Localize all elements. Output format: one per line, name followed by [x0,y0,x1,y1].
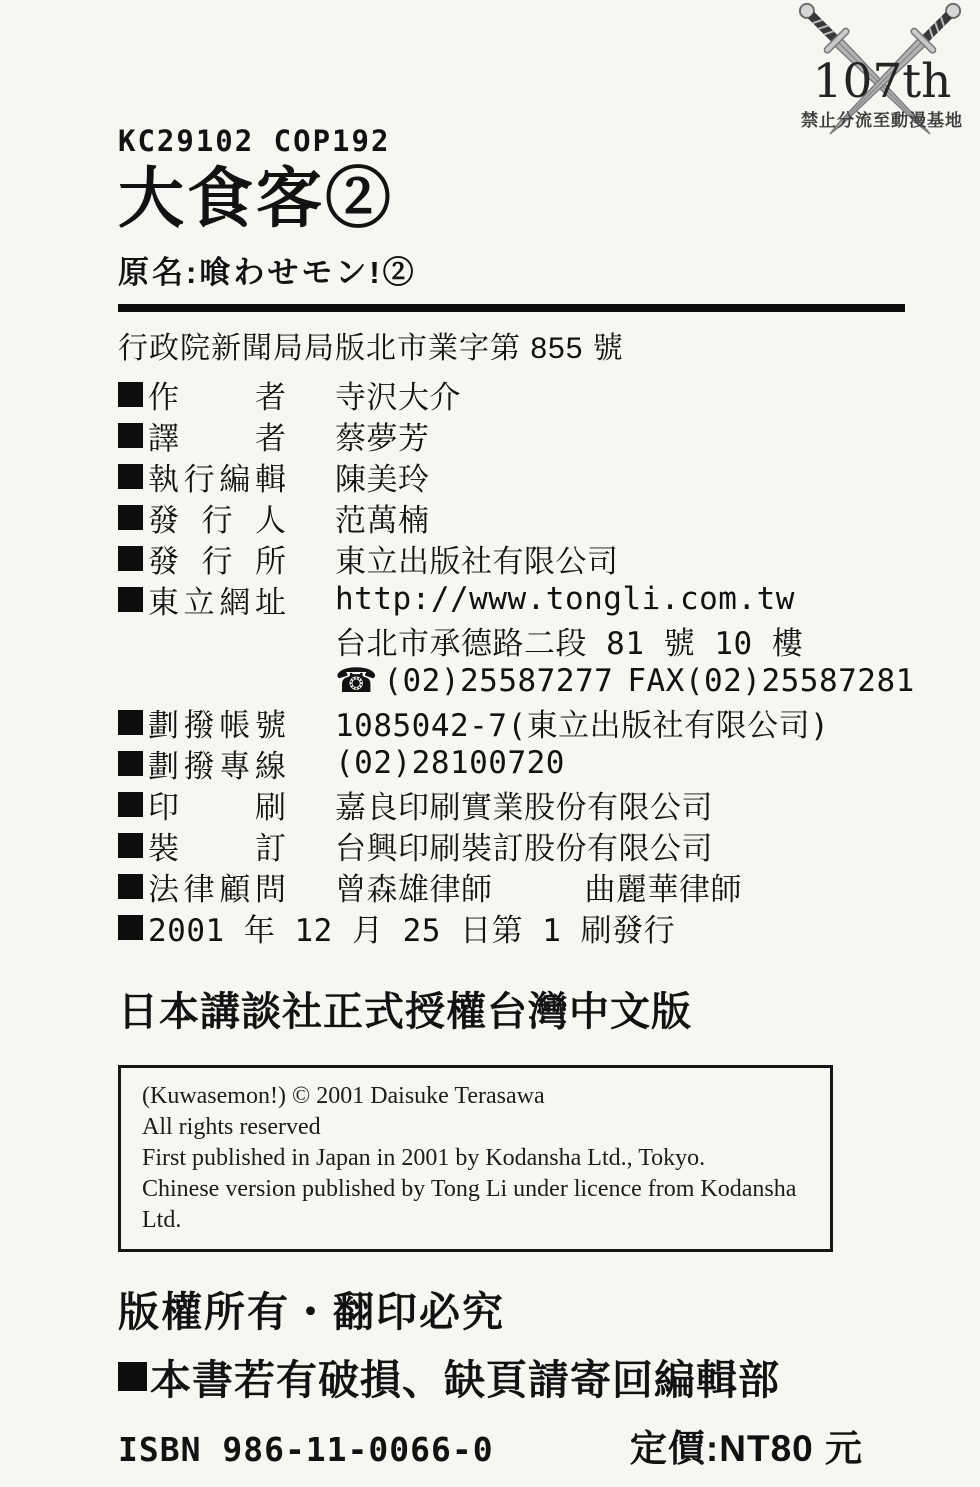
lawyer-1: 曾森雄律師 [335,871,493,908]
row-label: 劃撥專線 [148,748,286,784]
lawyer-2: 曲麗華律師 [584,871,742,908]
colophon-row-legal [118,866,910,907]
price-label: 定價:NT80 元 [629,1427,863,1469]
registration-line: 行政院新聞局局版北市業字第 855 號 [118,331,624,365]
book-code: KC29102 COP192 [118,124,391,158]
row-label: 執行編輯 [148,461,286,497]
colophon-row-editor [118,456,910,497]
colophon-row-postal-account [118,702,910,743]
row-value: (02)28100720 [335,745,565,782]
colophon-row-website [118,579,910,620]
fax-number: FAX(02)25587281 [627,663,915,700]
bullet-square-icon [118,792,143,817]
book-title: 大食客② [118,161,394,235]
bullet-square-icon [118,751,143,776]
bullet-square-icon [118,505,143,530]
copyright-line: Chinese version published by Tong Li under licence from Kodansha Ltd. [142,1175,797,1233]
row-value: 台北市承德路二段 81 號 10 樓 [335,625,804,662]
license-heading: 日本講談社正式授權台灣中文版 [118,989,692,1034]
colophon-row-address [118,620,910,661]
row-label: 作者 [148,379,286,415]
damage-notice: 本書若有破損、缺頁請寄回編輯部 [150,1356,780,1403]
colophon-row-publisher [118,538,910,579]
bullet-square-icon [118,915,143,940]
colophon-row-phone [118,661,915,702]
watermark-caption: 禁止分流至動漫基地 [801,111,963,130]
print-date: 2001 年 12 月 25 日第 1 刷發行 [148,912,676,949]
isbn-price-row [118,1418,863,1472]
row-label: 裝訂 [148,830,286,866]
bullet-square-icon [118,587,143,612]
row-value: 范萬楠 [335,502,430,539]
row-label: 印刷 [148,789,286,825]
row-value: 嘉良印刷實業股份有限公司 [335,789,713,826]
row-value: 陳美玲 [335,461,430,498]
copyright-box [118,1065,833,1252]
colophon-row-author [118,374,910,415]
colophon-page [118,124,915,1472]
original-title: 原名:喰わせモン!② [118,254,417,290]
row-label: 譯者 [148,420,286,456]
colophon-row-print-date [118,907,910,948]
row-value: 寺沢大介 [335,379,461,416]
rights-statement: 版權所有・翻印必究 [118,1288,505,1335]
row-value: 蔡夢芳 [335,420,430,457]
damage-notice-row [118,1347,910,1406]
colophon-row-binding [118,825,910,866]
bullet-square-icon [118,1362,147,1391]
phone-icon: ☎ [335,661,378,702]
row-value: 台興印刷裝訂股份有限公司 [335,830,713,867]
phone-number: (02)25587277 [383,663,614,700]
bullet-square-icon [118,423,143,448]
row-label: 發行所 [148,543,286,579]
bullet-square-icon [118,874,143,899]
row-value: 1085042-7(東立出版社有限公司) [335,707,830,744]
colophon-row-translator [118,415,910,456]
row-label: 劃撥帳號 [148,707,286,743]
colophon-rows [118,374,915,949]
isbn-number: ISBN 986-11-0066-0 [118,1429,494,1469]
row-label: 法律顧問 [148,871,286,907]
row-value-url: http://www.tongli.com.tw [335,581,795,618]
colophon-row-printer [118,784,910,825]
footer-block [118,1279,910,1472]
row-label: 發行人 [148,502,286,538]
bullet-square-icon [118,710,143,735]
copyright-line: All rights reserved [142,1113,321,1140]
bullet-square-icon [118,833,143,858]
row-label: 東立網址 [148,584,286,620]
bullet-square-icon [118,382,143,407]
row-value: 東立出版社有限公司 [335,543,619,580]
colophon-row-publisher-person [118,497,910,538]
divider-rule [118,304,905,312]
bullet-square-icon [118,464,143,489]
copyright-line: First published in Japan in 2001 by Kodansha Ltd., Tokyo. [142,1144,706,1171]
copyright-line: (Kuwasemon!) © 2001 Daisuke Terasawa [142,1082,545,1109]
colophon-row-postal-line [118,743,910,784]
bullet-square-icon [118,546,143,571]
watermark-number: 107th [812,54,952,109]
